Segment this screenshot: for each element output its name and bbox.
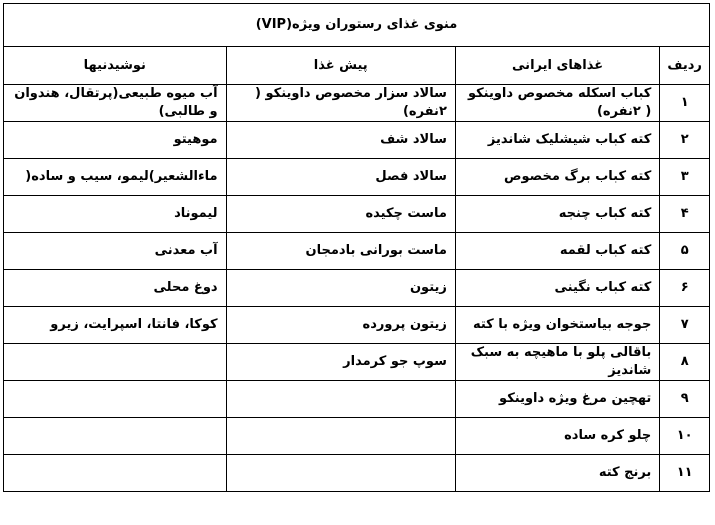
food-cell: جوجه بیاستخوان ویژه با کته [455, 307, 659, 344]
header-drinks: نوشیدنیها [4, 47, 227, 85]
drink-cell: ماءالشعیر)لیمو، سیب و ساده( [4, 159, 227, 196]
table-row [4, 233, 710, 270]
table-row [4, 418, 710, 455]
row-number-cell: ۱۰ [660, 418, 710, 455]
header-iranian-foods: غذاهای ایرانی [455, 47, 659, 85]
appetizer-cell: سالاد فصل [226, 159, 455, 196]
row-number-cell: ۵ [660, 233, 710, 270]
table-row [4, 85, 710, 122]
food-cell: کته کباب لقمه [455, 233, 659, 270]
drink-cell: موهیتو [4, 122, 227, 159]
appetizer-cell: سوپ جو کرمدار [226, 344, 455, 381]
menu-title: منوی غذای رستوران ویژه(VIP) [4, 4, 710, 47]
table-row [4, 307, 710, 344]
table-row [4, 381, 710, 418]
appetizer-cell [226, 455, 455, 492]
food-cell: تهچین مرغ ویژه داوینکو [455, 381, 659, 418]
row-number-cell: ۳ [660, 159, 710, 196]
appetizer-cell: ماست بورانی بادمجان [226, 233, 455, 270]
drink-cell: دوغ محلی [4, 270, 227, 307]
table-row [4, 196, 710, 233]
table-row [4, 159, 710, 196]
drink-cell: آب معدنی [4, 233, 227, 270]
appetizer-cell: سالاد شف [226, 122, 455, 159]
drink-cell: کوکا، فانتا، اسپرایت، زیرو [4, 307, 227, 344]
title-row [4, 4, 710, 47]
row-number-cell: ۲ [660, 122, 710, 159]
food-cell: کباب اسکله مخصوص داوینکو ( ۲نفره) [455, 85, 659, 122]
table-row [4, 455, 710, 492]
appetizer-cell: سالاد سزار مخصوص داوینکو ( ۲نفره) [226, 85, 455, 122]
row-number-cell: ۴ [660, 196, 710, 233]
food-cell: کته کباب شیشلیک شاندیز [455, 122, 659, 159]
food-cell: کته کباب برگ مخصوص [455, 159, 659, 196]
drink-cell [4, 418, 227, 455]
row-number-cell: ۶ [660, 270, 710, 307]
header-appetizers: پیش غذا [226, 47, 455, 85]
drink-cell: لیموناد [4, 196, 227, 233]
header-row [4, 47, 710, 85]
table-row [4, 270, 710, 307]
menu-table [3, 3, 710, 492]
table-row [4, 344, 710, 381]
food-cell: چلو کره ساده [455, 418, 659, 455]
drink-cell [4, 381, 227, 418]
appetizer-cell [226, 381, 455, 418]
appetizer-cell: زیتون پرورده [226, 307, 455, 344]
table-row [4, 122, 710, 159]
food-cell: برنج کته [455, 455, 659, 492]
row-number-cell: ۹ [660, 381, 710, 418]
appetizer-cell: ماست چکیده [226, 196, 455, 233]
row-number-cell: ۷ [660, 307, 710, 344]
appetizer-cell: زیتون [226, 270, 455, 307]
food-cell: کته کباب نگینی [455, 270, 659, 307]
row-number-cell: ۱۱ [660, 455, 710, 492]
row-number-cell: ۱ [660, 85, 710, 122]
drink-cell [4, 455, 227, 492]
header-row-number: ردیف [660, 47, 710, 85]
appetizer-cell [226, 418, 455, 455]
food-cell: باقالی پلو با ماهیچه به سبک شاندیز [455, 344, 659, 381]
food-cell: کته کباب چنجه [455, 196, 659, 233]
drink-cell: آب میوه طبیعی(پرتقال، هندوان و طالبی) [4, 85, 227, 122]
row-number-cell: ۸ [660, 344, 710, 381]
drink-cell [4, 344, 227, 381]
